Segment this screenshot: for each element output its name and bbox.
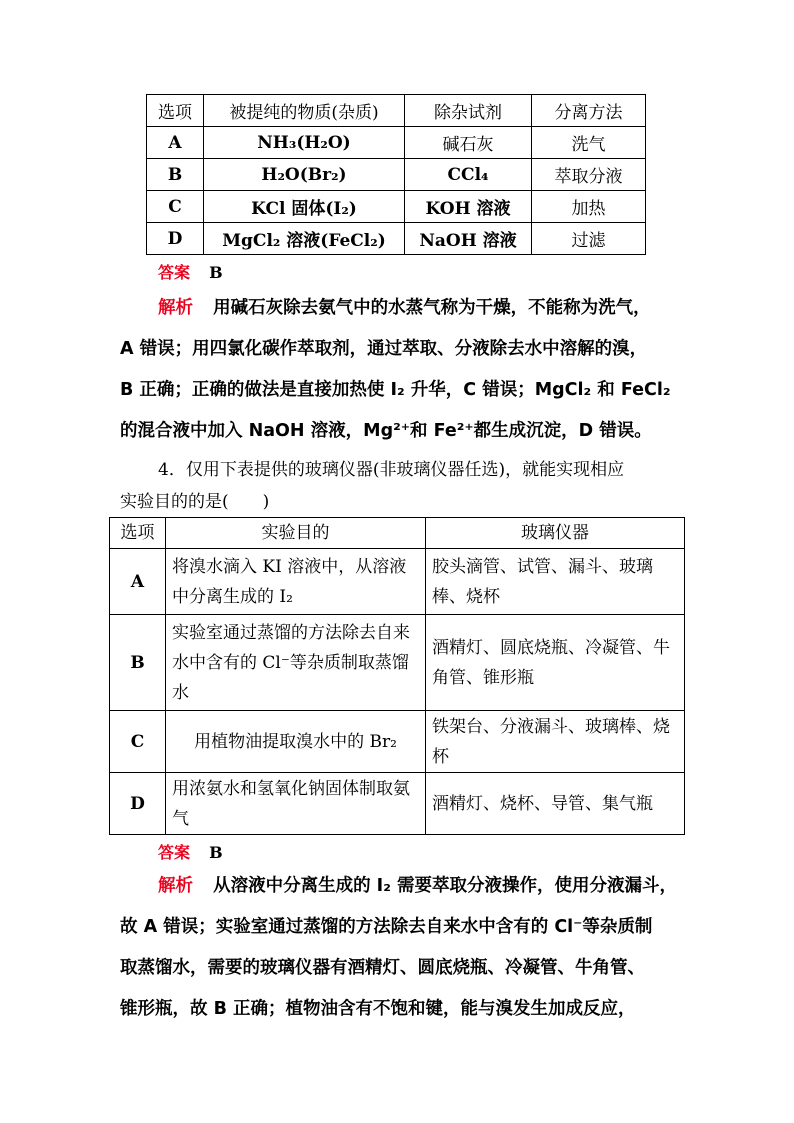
analysis-line: 取蒸馏水，需要的玻璃仪器有酒精灯、圆底烧瓶、冷凝管、牛角管、 <box>120 958 645 978</box>
substance-cell: KCl 固体(I₂) <box>204 191 405 223</box>
table-row <box>110 711 685 773</box>
table-header-row <box>147 95 646 127</box>
option-cell: A <box>110 549 166 615</box>
analysis-line: 故 A 错误；实验室通过蒸馏的方法除去自来水中含有的 Cl⁻等杂质制 <box>120 917 653 937</box>
reagent-cell: CCl₄ <box>405 159 532 191</box>
header-method: 分离方法 <box>532 95 646 127</box>
option-cell: D <box>110 773 166 835</box>
option-cell: D <box>147 223 204 255</box>
analysis-line: 锥形瓶，故 B 正确；植物油含有不饱和键，能与溴发生加成反应， <box>120 999 636 1019</box>
table-row <box>147 223 646 255</box>
method-cell: 过滤 <box>532 223 646 255</box>
header-option: 选项 <box>147 95 204 127</box>
glassware-cell: 酒精灯、圆底烧瓶、冷凝管、牛角管、锥形瓶 <box>426 615 685 711</box>
analysis-line: A 错误；用四氯化碳作萃取剂，通过萃取、分液除去水中溶解的溴， <box>120 339 648 359</box>
answer-line <box>158 840 223 863</box>
analysis-paragraph <box>120 866 680 1030</box>
purpose-cell: 将溴水滴入 KI 溶液中，从溶液中分离生成的 I₂ <box>166 549 426 615</box>
option-cell: A <box>147 127 204 159</box>
header-purpose: 实验目的 <box>166 518 426 549</box>
option-cell: B <box>110 615 166 711</box>
purpose-cell: 用浓氨水和氢氧化钠固体制取氨气 <box>166 773 426 835</box>
table-row <box>110 615 685 711</box>
analysis-line: B 正确；正确的做法是直接加热使 I₂ 升华，C 错误；MgCl₂ 和 FeCl₂ <box>120 380 671 400</box>
option-cell: C <box>110 711 166 773</box>
method-cell: 洗气 <box>532 127 646 159</box>
analysis-line: 的混合液中加入 NaOH 溶液，Mg²⁺和 Fe²⁺都生成沉淀，D 错误。 <box>120 421 652 441</box>
table-row <box>147 191 646 223</box>
method-cell: 加热 <box>532 191 646 223</box>
glassware-cell: 酒精灯、烧杯、导管、集气瓶 <box>426 773 685 835</box>
analysis-line: 从溶液中分离生成的 I₂ 需要萃取分液操作，使用分液漏斗， <box>213 876 677 896</box>
table-row <box>147 159 646 191</box>
table-row <box>110 549 685 615</box>
glassware-cell: 铁架台、分液漏斗、玻璃棒、烧杯 <box>426 711 685 773</box>
substance-cell: H₂O(Br₂) <box>204 159 405 191</box>
glassware-table <box>109 517 685 835</box>
header-reagent: 除杂试剂 <box>405 95 532 127</box>
analysis-line: 用碱石灰除去氨气中的水蒸气称为干燥，不能称为洗气， <box>213 298 651 318</box>
substance-cell: MgCl₂ 溶液(FeCl₂) <box>204 223 405 255</box>
table-header-row <box>110 518 685 549</box>
reagent-cell: NaOH 溶液 <box>405 223 532 255</box>
reagent-cell: 碱石灰 <box>405 127 532 159</box>
analysis-label: 解析 <box>158 876 193 896</box>
answer-value: B <box>209 263 223 282</box>
purpose-cell: 实验室通过蒸馏的方法除去自来水中含有的 Cl⁻等杂质制取蒸馏水 <box>166 615 426 711</box>
answer-label: 答案 <box>158 843 191 862</box>
question-line: 实验目的的是( ) <box>120 492 270 512</box>
table-row <box>110 773 685 835</box>
substance-cell: NH₃(H₂O) <box>204 127 405 159</box>
analysis-label: 解析 <box>158 298 193 318</box>
answer-label: 答案 <box>158 263 191 282</box>
analysis-paragraph <box>120 288 680 452</box>
method-cell: 萃取分液 <box>532 159 646 191</box>
glassware-cell: 胶头滴管、试管、漏斗、玻璃棒、烧杯 <box>426 549 685 615</box>
question-line: 4．仅用下表提供的玻璃仪器(非玻璃仪器任选)，就能实现相应 <box>158 460 625 480</box>
option-cell: C <box>147 191 204 223</box>
purpose-cell: 用植物油提取溴水中的 Br₂ <box>166 711 426 773</box>
answer-line <box>158 260 223 283</box>
reagent-cell: KOH 溶液 <box>405 191 532 223</box>
option-cell: B <box>147 159 204 191</box>
question-4 <box>120 454 680 518</box>
answer-value: B <box>209 843 223 862</box>
header-option: 选项 <box>110 518 166 549</box>
table-row <box>147 127 646 159</box>
header-substance: 被提纯的物质(杂质) <box>204 95 405 127</box>
header-glassware: 玻璃仪器 <box>426 518 685 549</box>
purification-table <box>146 94 646 255</box>
